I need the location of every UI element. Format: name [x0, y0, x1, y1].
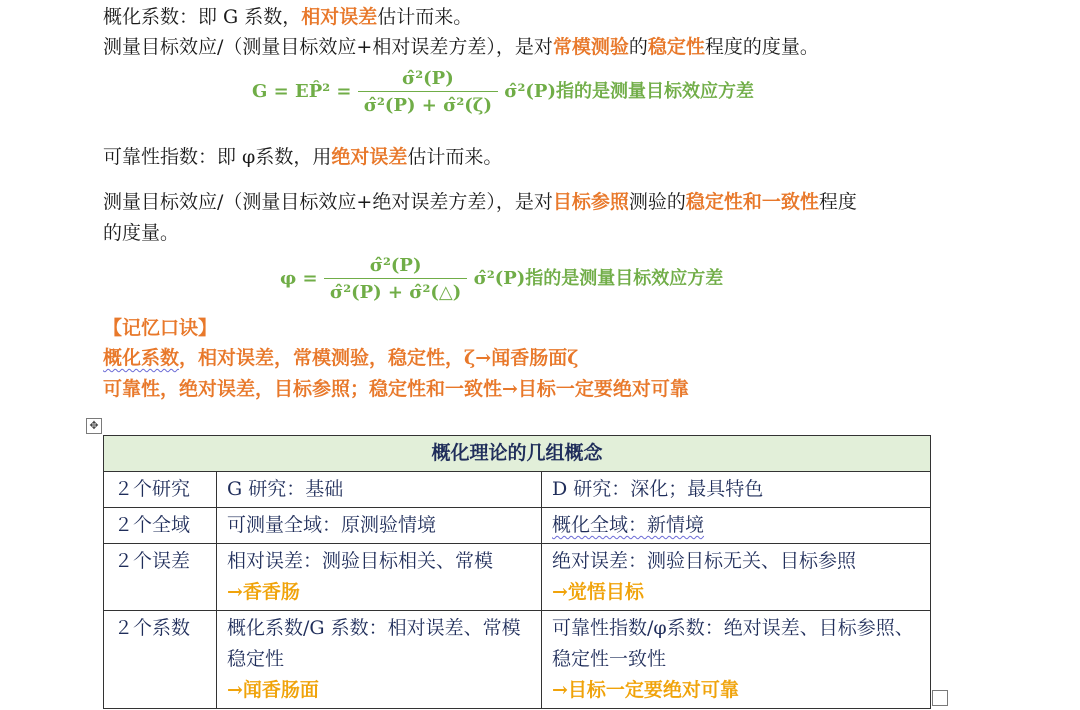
cell-left: G 研究：基础 — [217, 472, 542, 508]
memo-line-2: 可靠性，绝对误差，目标参照；稳定性和一致性→目标一定要绝对可靠 — [103, 378, 689, 400]
resize-handle-icon[interactable] — [932, 690, 948, 706]
mnemonic-arrow: →香香肠 — [227, 581, 300, 603]
row-label: ２个全域 — [104, 508, 217, 544]
line-phi-definition: 测量目标效应/（测量目标效应+绝对误差方差），是对目标参照测验的稳定性和一致性程度 — [103, 191, 857, 213]
cell-right: D 研究：深化；最具特色 — [542, 472, 931, 508]
memo-line-1: 概化系数，相对误差，常模测验，稳定性，ζ→闻香肠面ζ — [103, 347, 579, 369]
cell-right: 可靠性指数/φ系数：绝对误差、目标参照、稳定性一致性 →目标一定要绝对可靠 — [542, 611, 931, 709]
move-handle-icon[interactable]: ✥ — [86, 418, 102, 434]
cell-right: 概化全域：新情境 — [542, 508, 931, 544]
line-generalizability-coefficient: 概化系数：即 G 系数，相对误差估计而来。 — [103, 6, 473, 28]
cell-left: 可测量全域：原测验情境 — [217, 508, 542, 544]
memo-title: 【记忆口诀】 — [103, 317, 218, 339]
line-dependability-index: 可靠性指数：即 φ系数，用绝对误差估计而来。 — [103, 146, 503, 168]
line-phi-definition-cont: 的度量。 — [103, 222, 180, 244]
fraction: $\frac{\text{σ̂²(P)}}{\text{σ̂²(P) + σ̂²(ζ)}}$ — [358, 68, 498, 116]
row-label: ２个误差 — [104, 544, 217, 611]
formula-phi: φ = $\frac{\text{σ̂²(P)}}{\text{σ̂²(P) + σ̂²(△)}}$ σ̂²(P)指的是测量目标效应方差 — [280, 255, 724, 303]
table-row — [104, 611, 931, 709]
table-row — [104, 508, 931, 544]
cell-right: 绝对误差：测验目标无关、目标参照 →觉悟目标 — [542, 544, 931, 611]
table-row — [104, 544, 931, 611]
table-title: 概化理论的几组概念 — [104, 436, 931, 472]
mnemonic-arrow: →目标一定要绝对可靠 — [552, 679, 739, 701]
cell-left: 相对误差：测验目标相关、常模 →香香肠 — [217, 544, 542, 611]
line-g-definition: 测量目标效应/（测量目标效应+相对误差方差），是对常模测验的稳定性程度的度量。 — [103, 36, 819, 58]
row-label: ２个研究 — [104, 472, 217, 508]
formula-g: G = EP̂² = $\frac{\text{σ̂²(P)}}{\text{σ̂²(P) + σ̂²(ζ)}}$ σ̂²(P)指的是测量目标效应方差 — [252, 68, 754, 116]
row-label: ２个系数 — [104, 611, 217, 709]
table-row — [104, 472, 931, 508]
fraction: $\frac{\text{σ̂²(P)}}{\text{σ̂²(P) + σ̂²(△)}}$ — [324, 255, 467, 303]
concepts-table — [103, 435, 931, 709]
mnemonic-arrow: →觉悟目标 — [552, 581, 644, 603]
mnemonic-arrow: →闻香肠面 — [227, 679, 319, 701]
cell-left: 概化系数/G 系数：相对误差、常模稳定性 →闻香肠面 — [217, 611, 542, 709]
